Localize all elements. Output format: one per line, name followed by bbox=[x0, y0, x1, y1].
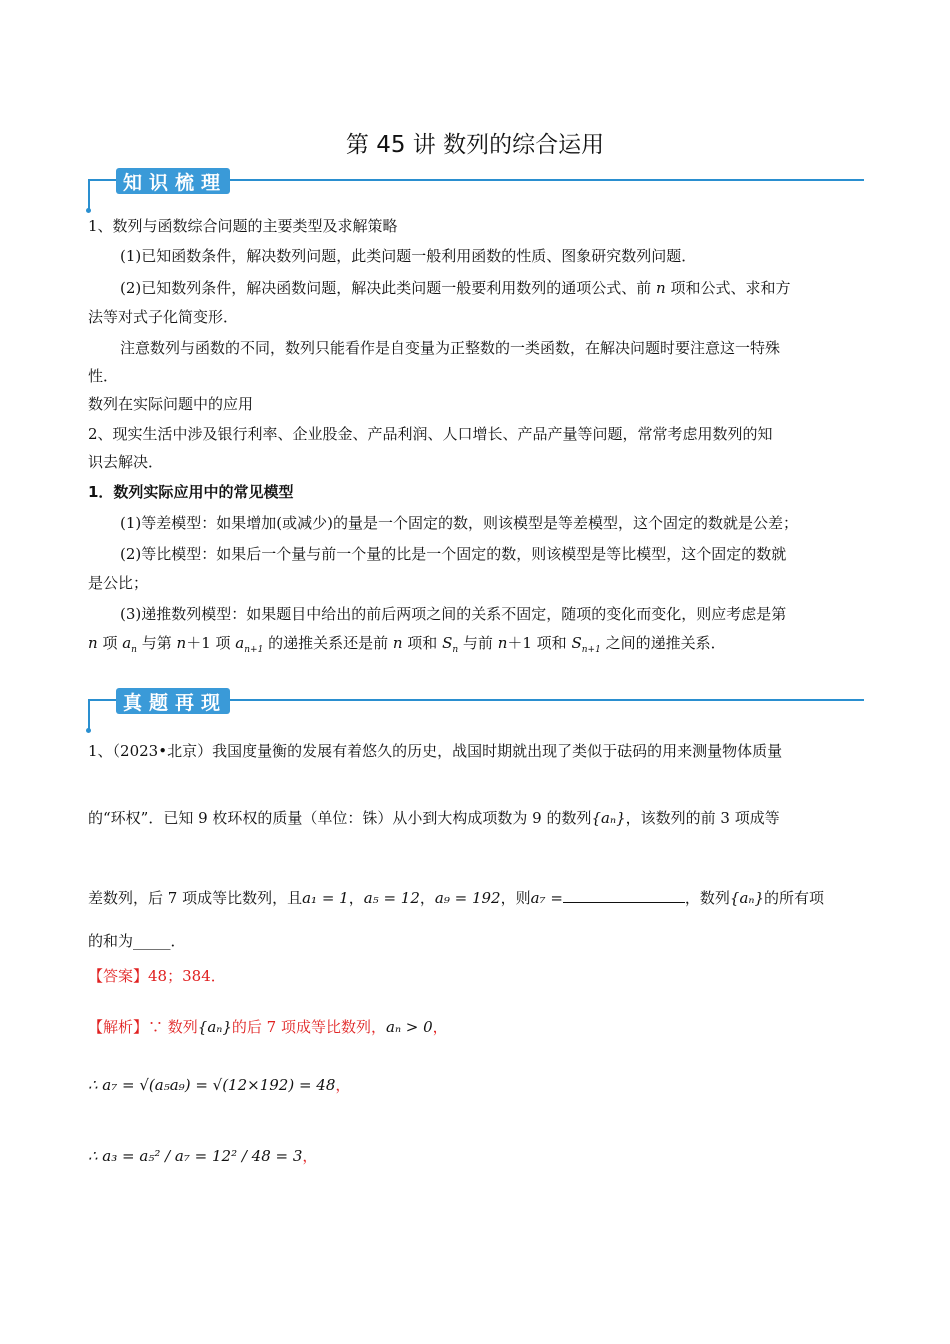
text-run: 与第 bbox=[136, 634, 177, 652]
text-run: 项和 bbox=[402, 634, 443, 652]
text-run: 的所有项 bbox=[764, 889, 825, 907]
text-run: ，数列 bbox=[684, 889, 730, 907]
math-s-n: $S_n$ bbox=[442, 634, 459, 655]
paragraph: (1)已知函数条件，解决数列问题，此类问题一般利用函数的性质、图象研究数列问题． bbox=[120, 247, 697, 265]
text-run: 的“环权”．已知 9 枚环权的质量（单位：铢）从小到大构成项数为 9 的数列 bbox=[88, 809, 592, 827]
formula-line bbox=[88, 1143, 866, 1170]
text-run: 的后 7 项成等比数列， bbox=[231, 1018, 386, 1036]
explanation-label: 【解析】 bbox=[88, 1018, 149, 1036]
text-run: (2)已知数列条件，解决函数问题，解决此类问题一般要利用数列的通项公式、前 bbox=[120, 279, 657, 297]
paragraph: 性． bbox=[88, 367, 119, 385]
paragraph: (1)等差模型：如果增加(或减少)的量是一个固定的数，则该模型是等差模型，这个固定的数就是公差； bbox=[120, 514, 798, 532]
math-a5: a₅ = 12 bbox=[363, 889, 420, 907]
text-run: 的递推关系还是前 bbox=[263, 634, 393, 652]
section-banner-knowledge bbox=[88, 168, 864, 208]
text-run: ， bbox=[419, 889, 435, 907]
answer-value: 48；384． bbox=[148, 967, 226, 985]
math-seq: {aₙ} bbox=[729, 889, 765, 907]
banner-dot bbox=[86, 728, 91, 733]
question-text: 1、（2023•北京）我国度量衡的发展有着悠久的历史，战国时期就出现了类似于砝码的用来测量物体质量 bbox=[88, 742, 783, 760]
question-text bbox=[88, 805, 866, 832]
explanation-line bbox=[88, 1014, 866, 1041]
banner-vline bbox=[88, 699, 90, 729]
banner-char: 识 bbox=[149, 171, 170, 194]
math-a-n1: $a_{n+1}$ bbox=[235, 634, 264, 655]
question-text bbox=[88, 885, 866, 912]
banner-tab bbox=[116, 168, 230, 194]
answer-line bbox=[88, 963, 866, 990]
math-a9: a₉ = 192 bbox=[434, 889, 501, 907]
paragraph: 2、现实生活中涉及银行利率、企业股金、产品利润、人口增长、产品产量等问题，常常考虑用数列的知 bbox=[88, 425, 773, 443]
question-text: 的和为_____． bbox=[88, 932, 186, 950]
text-run: ＋1 项 bbox=[186, 634, 236, 652]
math-an-pos: aₙ > 0 bbox=[386, 1018, 433, 1036]
banner-char: 梳 bbox=[175, 171, 196, 194]
text-run: ∵ 数列 bbox=[148, 1018, 198, 1036]
banner-char: 再 bbox=[175, 691, 196, 714]
text-run: ， bbox=[432, 1018, 448, 1036]
paragraph: (3)递推数列模型：如果题目中给出的前后两项之间的关系不固定，随项的变化而变化，则应考虑是第 bbox=[120, 605, 787, 623]
formula-a3: ∴ a₃ = a₅² / a₇ = 12² / 48 = 3 bbox=[88, 1147, 303, 1165]
math-seq: {aₙ} bbox=[591, 809, 626, 827]
paragraph: 1、数列与函数综合问题的主要类型及求解策略 bbox=[88, 217, 398, 235]
paragraph bbox=[88, 275, 866, 302]
text-run: ，则 bbox=[500, 889, 531, 907]
text-run: ，该数列的前 3 项成等 bbox=[625, 809, 780, 827]
text-run: ＋1 项和 bbox=[507, 634, 572, 652]
paragraph bbox=[88, 630, 866, 664]
text-run: 与前 bbox=[458, 634, 498, 652]
paragraph: 数列在实际问题中的应用 bbox=[88, 395, 254, 413]
text-run: ， bbox=[348, 889, 364, 907]
paragraph: 法等对式子化简变形． bbox=[88, 308, 239, 326]
text-run: 项和公式、求和方 bbox=[665, 279, 791, 297]
banner-vline bbox=[88, 179, 90, 209]
math-var: n bbox=[176, 634, 187, 652]
text-run: ， bbox=[335, 1076, 351, 1094]
math-seq: {aₙ} bbox=[197, 1018, 232, 1036]
paragraph: 识去解决． bbox=[88, 453, 164, 471]
paragraph: (2)等比模型：如果后一个量与前一个量的比是一个固定的数，则该模型是等比模型，这个固定的数就 bbox=[120, 545, 787, 563]
math-a-n: $a_n$ bbox=[122, 634, 137, 655]
subheading: 1．数列实际应用中的常见模型 bbox=[88, 483, 294, 501]
answer-label: 【答案】 bbox=[88, 967, 149, 985]
answer-blank bbox=[563, 888, 685, 903]
math-a7: a₇ = bbox=[530, 889, 563, 907]
math-var: n bbox=[88, 634, 98, 652]
page-title: 第 45 讲 数列的综合运用 bbox=[345, 132, 605, 158]
text-run: 之间的递推关系． bbox=[600, 634, 726, 652]
math-var: n bbox=[497, 634, 508, 652]
banner-char: 题 bbox=[149, 691, 170, 714]
math-a1: a₁ = 1 bbox=[302, 889, 349, 907]
banner-tab bbox=[116, 688, 230, 714]
math-var: n bbox=[656, 279, 666, 297]
banner-char: 知 bbox=[123, 171, 144, 194]
text-run: 项 bbox=[97, 634, 123, 652]
text-run: 差数列，后 7 项成等比数列，且 bbox=[88, 889, 303, 907]
banner-char: 真 bbox=[123, 691, 144, 714]
text-run: ， bbox=[302, 1147, 318, 1165]
banner-char: 现 bbox=[201, 691, 222, 714]
formula-a7: ∴ a₇ = √(a₅a₉) = √(12×192) = 48 bbox=[88, 1076, 336, 1094]
paragraph: 是公比； bbox=[88, 574, 149, 592]
paragraph: 注意数列与函数的不同，数列只能看作是自变量为正整数的一类函数，在解决问题时要注意这一特殊 bbox=[120, 339, 781, 357]
math-var: n bbox=[392, 634, 403, 652]
section-banner-exam bbox=[88, 688, 864, 728]
math-s-n1: $S_{n+1}$ bbox=[571, 634, 601, 655]
formula-line bbox=[88, 1072, 866, 1099]
banner-char: 理 bbox=[201, 171, 222, 194]
